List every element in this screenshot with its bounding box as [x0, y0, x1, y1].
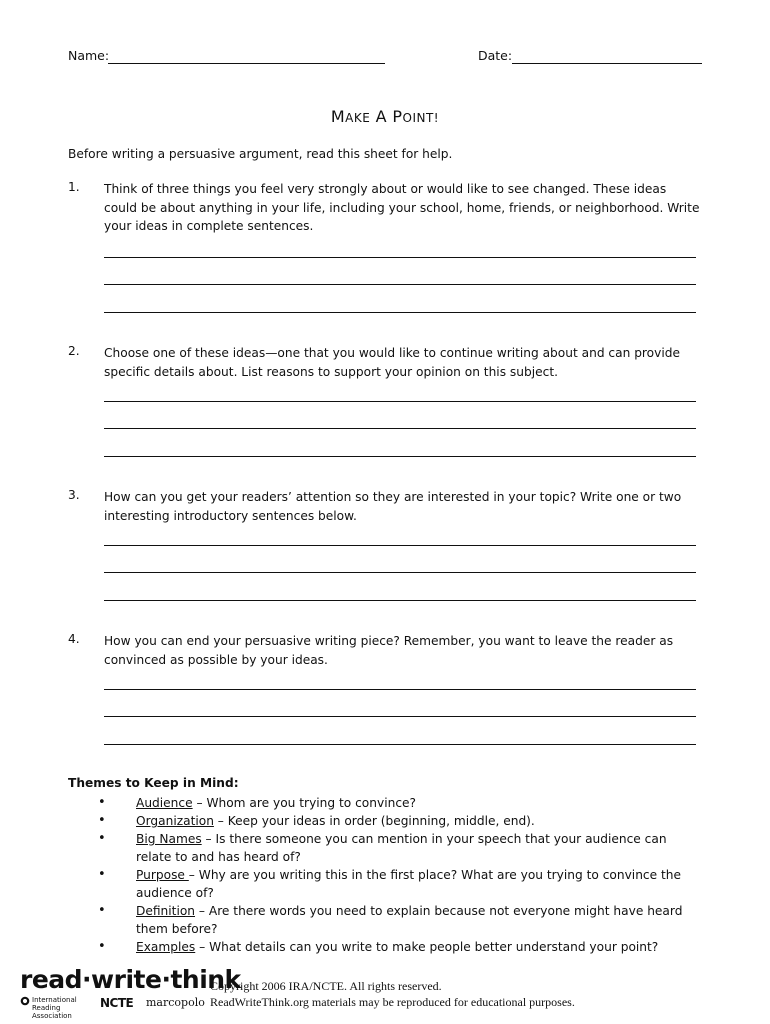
- question-number: 2.: [68, 344, 80, 358]
- copyright-notice: [210, 978, 575, 1010]
- date-label: Date:: [478, 48, 513, 63]
- answer-line[interactable]: [104, 545, 696, 546]
- theme-term: Big Names: [136, 832, 202, 846]
- theme-desc: – What details can you write to make people better understand your point?: [195, 940, 659, 954]
- logo-marcopolo: marcopolo: [146, 996, 205, 1009]
- logo-ncte: NCTE: [100, 996, 134, 1010]
- question-number: 1.: [68, 180, 80, 194]
- name-field-line[interactable]: [108, 63, 385, 64]
- answer-line[interactable]: [104, 401, 696, 402]
- readwritethink-logo: [20, 965, 241, 1020]
- answer-line[interactable]: [104, 456, 696, 457]
- copyright-line-2: ReadWriteThink.org materials may be reproduced for educational purposes.: [210, 995, 575, 1009]
- bullet-icon: •: [98, 831, 106, 846]
- bullet-icon: •: [98, 867, 106, 882]
- logo-ira-text: International Reading Association: [32, 996, 77, 1020]
- answer-line[interactable]: [104, 744, 696, 745]
- theme-term: Purpose: [136, 868, 189, 882]
- theme-desc: – Keep your ideas in order (beginning, middle, end).: [213, 814, 535, 828]
- themes-heading: Themes to Keep in Mind:: [68, 776, 239, 790]
- theme-desc: – Whom are you trying to convince?: [192, 796, 416, 810]
- answer-line[interactable]: [104, 689, 696, 690]
- answer-line[interactable]: [104, 428, 696, 429]
- copyright-line-1: Copyright 2006 IRA/NCTE. All rights reserved.: [210, 979, 442, 993]
- bullet-icon: •: [98, 813, 106, 828]
- theme-term: Definition: [136, 904, 196, 918]
- date-field-line[interactable]: [512, 63, 702, 64]
- answer-line[interactable]: [104, 572, 696, 573]
- bullet-icon: •: [98, 939, 106, 954]
- ira-seal-icon: [20, 996, 30, 1006]
- answer-line[interactable]: [104, 257, 696, 258]
- answer-line[interactable]: [104, 716, 696, 717]
- theme-term: Audience: [136, 796, 193, 810]
- question-number: 3.: [68, 488, 80, 502]
- question-text: Choose one of these ideas—one that you would like to continue writing about and can provide specific details about. List reasons to support your opinion on this subject.: [104, 346, 680, 379]
- theme-desc: – Is there someone you can mention in your speech that your audience can relate to and has heard of?: [136, 832, 667, 865]
- logo-wordmark: read·write·think: [20, 965, 241, 994]
- bullet-icon: •: [98, 795, 106, 810]
- answer-line[interactable]: [104, 312, 696, 313]
- question-text: Think of three things you feel very strongly about or would like to see changed. These ideas could be about anything in your life, including your school, home, friends, or neighborhood. Write your ideas in complete sentences.: [104, 182, 700, 233]
- question-number: 4.: [68, 632, 80, 646]
- question-text: How can you get your readers’ attention so they are interested in your topic? Write one or two interesting introductory sentences below.: [104, 490, 682, 523]
- bullet-icon: •: [98, 903, 106, 918]
- name-label: Name:: [68, 48, 110, 63]
- page-title-text: MAKE A POINT!: [330, 107, 440, 126]
- answer-line[interactable]: [104, 600, 696, 601]
- question-text: How you can end your persuasive writing piece? Remember, you want to leave the reader as convinced as possible by your ideas.: [104, 634, 674, 667]
- theme-term: Examples: [136, 940, 196, 954]
- intro-text: Before writing a persuasive argument, read this sheet for help.: [68, 147, 453, 161]
- page-title: [0, 107, 770, 126]
- answer-line[interactable]: [104, 284, 696, 285]
- theme-desc: – Are there words you need to explain because not everyone might have heard them before?: [136, 904, 683, 937]
- theme-desc: – Why are you writing this in the first place? What are you trying to convince the audience of?: [136, 868, 681, 901]
- theme-term: Organization: [136, 814, 214, 828]
